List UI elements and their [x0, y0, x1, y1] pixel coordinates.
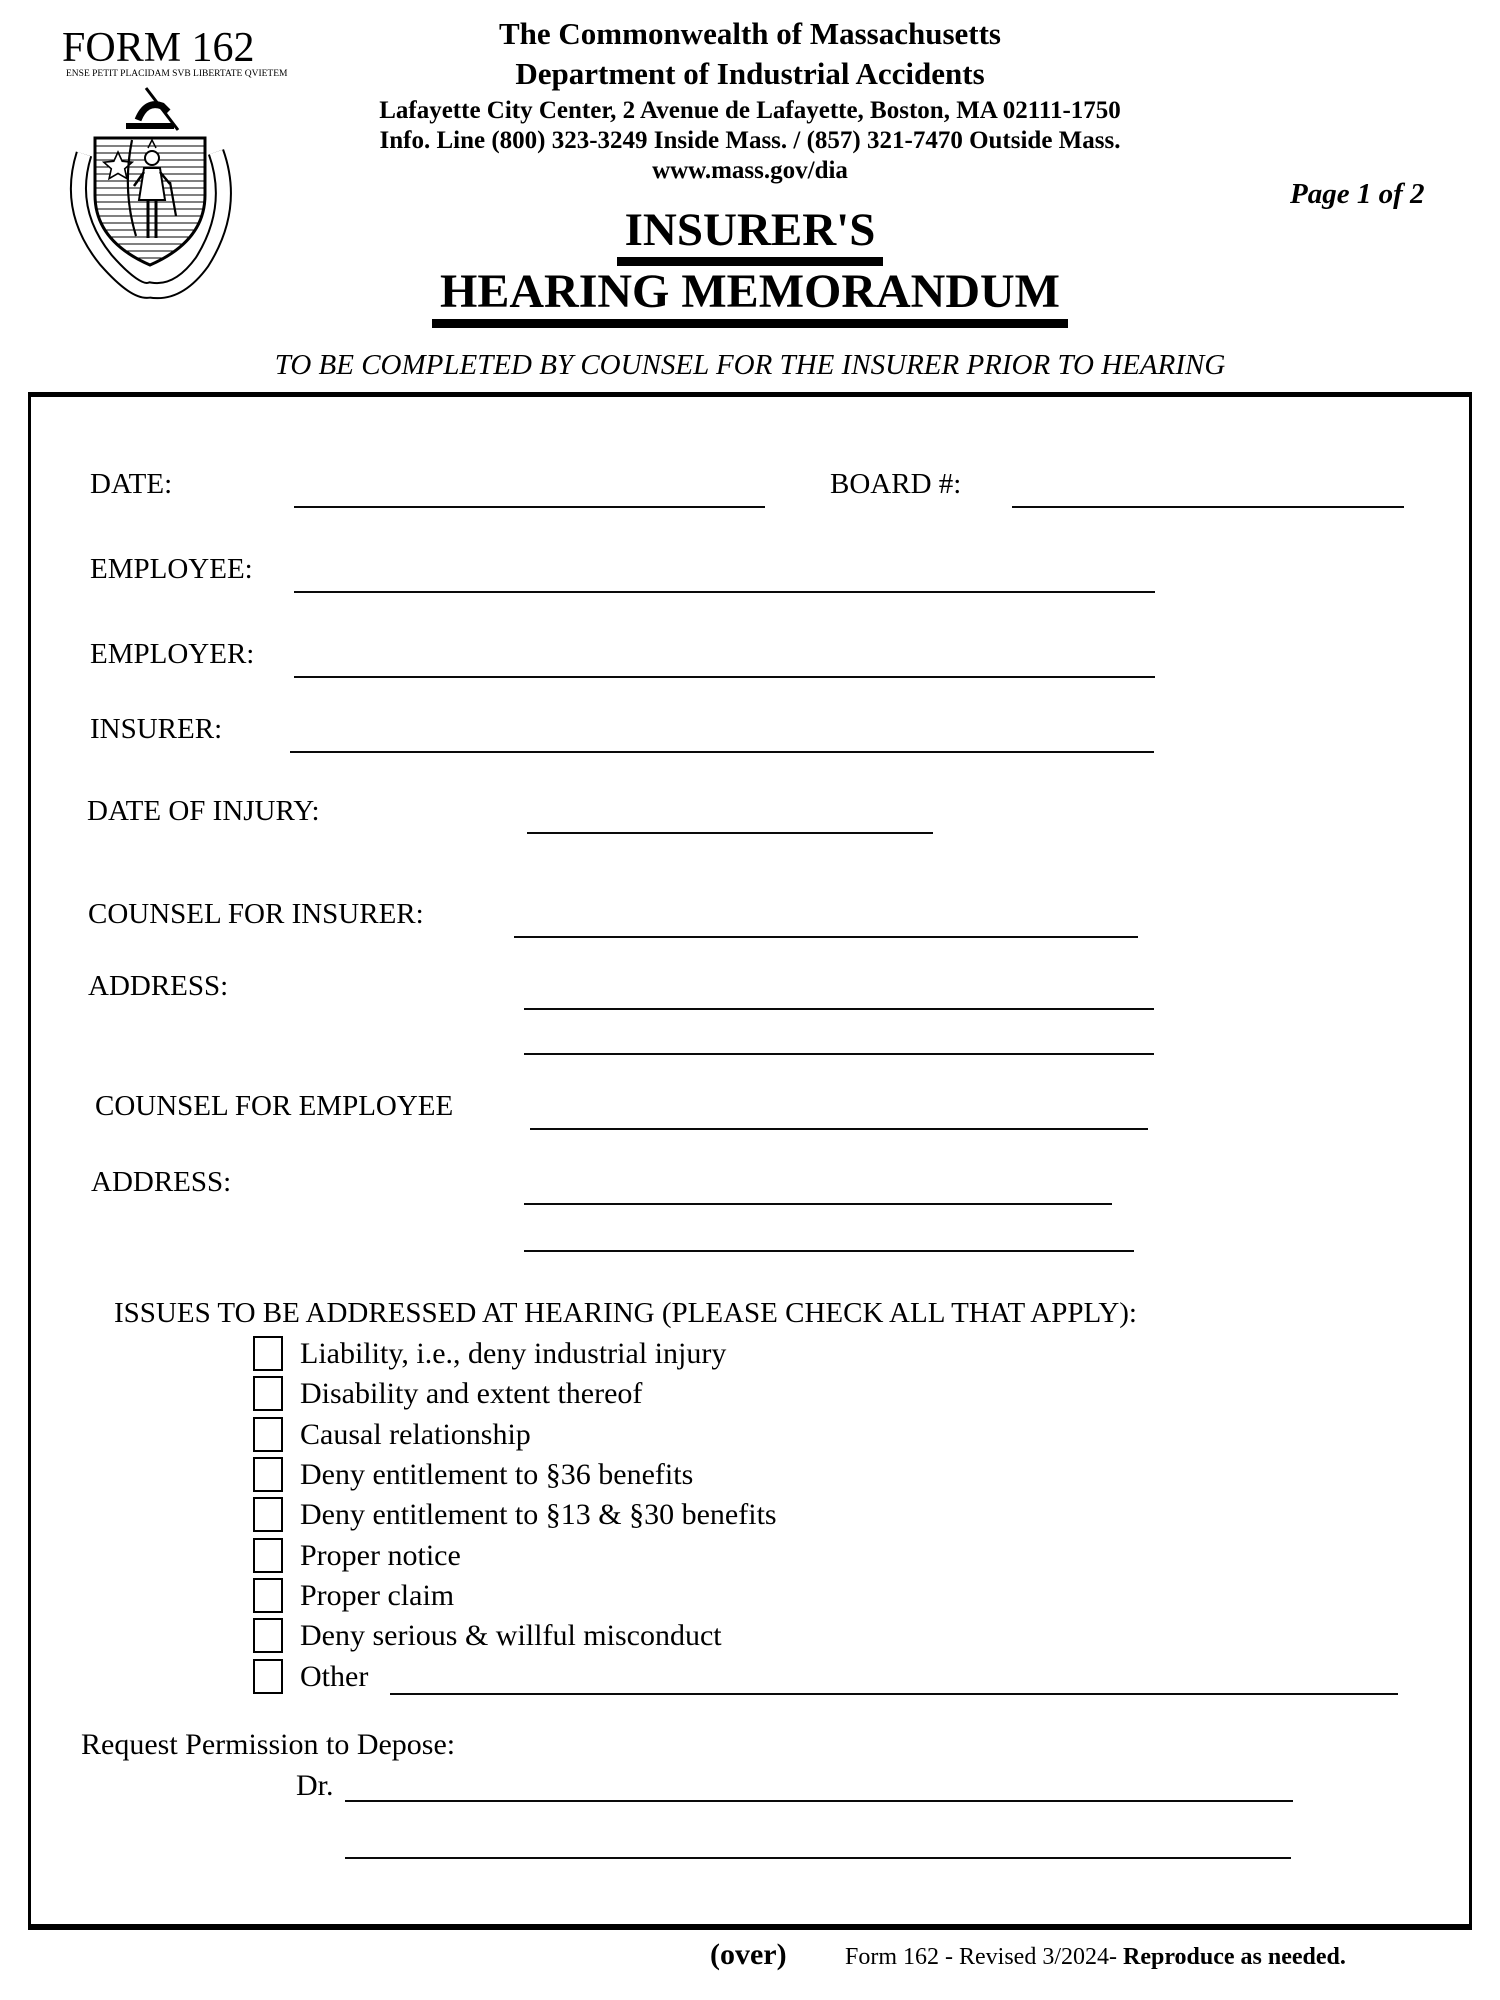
org-address: Lafayette City Center, 2 Avenue de Lafayette, Boston, MA 02111-1750 [379, 97, 1121, 124]
checkbox-proper-claim-label: Proper claim [300, 1579, 455, 1612]
checkbox-liability-label: Liability, i.e., deny industrial injury [300, 1337, 727, 1370]
checkbox-deny-s36-benefits[interactable] [253, 1457, 283, 1492]
org-info-line: Info. Line (800) 323-3249 Inside Mass. / (857) 321-7470 Outside Mass. [379, 127, 1121, 154]
other-issue-field[interactable] [390, 1690, 1398, 1695]
employee-counsel-address-label: ADDRESS: [91, 1166, 232, 1198]
employer-label: EMPLOYER: [90, 638, 255, 670]
checkbox-disability-label: Disability and extent thereof [300, 1377, 643, 1410]
over-indicator: (over) [710, 1938, 787, 1971]
employee-counsel-address-field-line1[interactable] [524, 1200, 1112, 1205]
checkbox-disability[interactable] [253, 1376, 283, 1411]
checkbox-deny-s13-s30-benefits-label: Deny entitlement to §13 & §30 benefits [300, 1498, 777, 1531]
form-body-box [28, 392, 1472, 1930]
checkbox-deny-s36-benefits-label: Deny entitlement to §36 benefits [300, 1458, 694, 1491]
employee-field[interactable] [294, 588, 1155, 593]
insurer-counsel-address-field-line1[interactable] [524, 1005, 1154, 1010]
employer-field[interactable] [294, 673, 1155, 678]
checkbox-proper-notice[interactable] [253, 1538, 283, 1573]
footer-revision-text: Form 162 - Revised 3/2024- [845, 1944, 1123, 1970]
counsel-for-employee-field[interactable] [530, 1125, 1148, 1130]
date-field[interactable] [294, 503, 765, 508]
seal-motto: ENSE PETIT PLACIDAM SVB LIBERTATE QVIETEM [66, 69, 288, 79]
doc-title-line2: HEARING MEMORANDUM [0, 264, 1500, 328]
checkbox-proper-notice-label: Proper notice [300, 1539, 461, 1572]
org-website: www.mass.gov/dia [652, 157, 848, 184]
doctor-name-field[interactable] [345, 1797, 1293, 1802]
org-name-line2: Department of Industrial Accidents [515, 56, 985, 91]
page-indicator: Page 1 of 2 [1290, 178, 1425, 210]
org-name-line1: The Commonwealth of Massachusetts [498, 16, 1001, 51]
checkbox-deny-serious-willful-misconduct[interactable] [253, 1618, 283, 1653]
issues-heading: ISSUES TO BE ADDRESSED AT HEARING (PLEASE CHECK ALL THAT APPLY): [114, 1297, 1137, 1329]
insurer-field[interactable] [290, 748, 1154, 753]
date-label: DATE: [90, 468, 173, 500]
checkbox-deny-serious-willful-misconduct-label: Deny serious & willful misconduct [300, 1619, 722, 1652]
insurer-counsel-address-label: ADDRESS: [88, 970, 229, 1002]
checkbox-causal-relationship-label: Causal relationship [300, 1418, 531, 1451]
employee-label: EMPLOYEE: [90, 553, 253, 585]
counsel-for-employee-label: COUNSEL FOR EMPLOYEE [95, 1090, 454, 1122]
doctor-label: Dr. [296, 1769, 334, 1802]
employee-counsel-address-field-line2[interactable] [524, 1247, 1134, 1252]
checkbox-proper-claim[interactable] [253, 1578, 283, 1613]
counsel-for-insurer-label: COUNSEL FOR INSURER: [88, 898, 424, 930]
insurer-counsel-address-field-line2[interactable] [524, 1050, 1154, 1055]
footer-reproduce-text: Reproduce as needed. [1122, 1944, 1346, 1970]
checkbox-causal-relationship[interactable] [253, 1417, 283, 1452]
checkbox-other-label: Other [300, 1660, 369, 1693]
depose-heading: Request Permission to Depose: [81, 1728, 456, 1761]
doc-subtitle: TO BE COMPLETED BY COUNSEL FOR THE INSURER PRIOR TO HEARING [274, 349, 1226, 381]
footer-revision-line [845, 1944, 1346, 1971]
insurer-label: INSURER: [90, 713, 223, 745]
counsel-for-insurer-field[interactable] [514, 933, 1138, 938]
date-of-injury-field[interactable] [527, 829, 933, 834]
doctor-name-field-line2[interactable] [345, 1854, 1291, 1859]
checkbox-other[interactable] [253, 1659, 283, 1694]
date-of-injury-label: DATE OF INJURY: [87, 795, 320, 827]
board-number-label: BOARD #: [830, 468, 962, 500]
checkbox-deny-s13-s30-benefits[interactable] [253, 1497, 283, 1532]
board-number-field[interactable] [1012, 503, 1404, 508]
form-number: FORM 162 [62, 25, 255, 71]
doc-title-line1: INSURER'S [0, 203, 1500, 266]
checkbox-liability[interactable] [253, 1336, 283, 1371]
